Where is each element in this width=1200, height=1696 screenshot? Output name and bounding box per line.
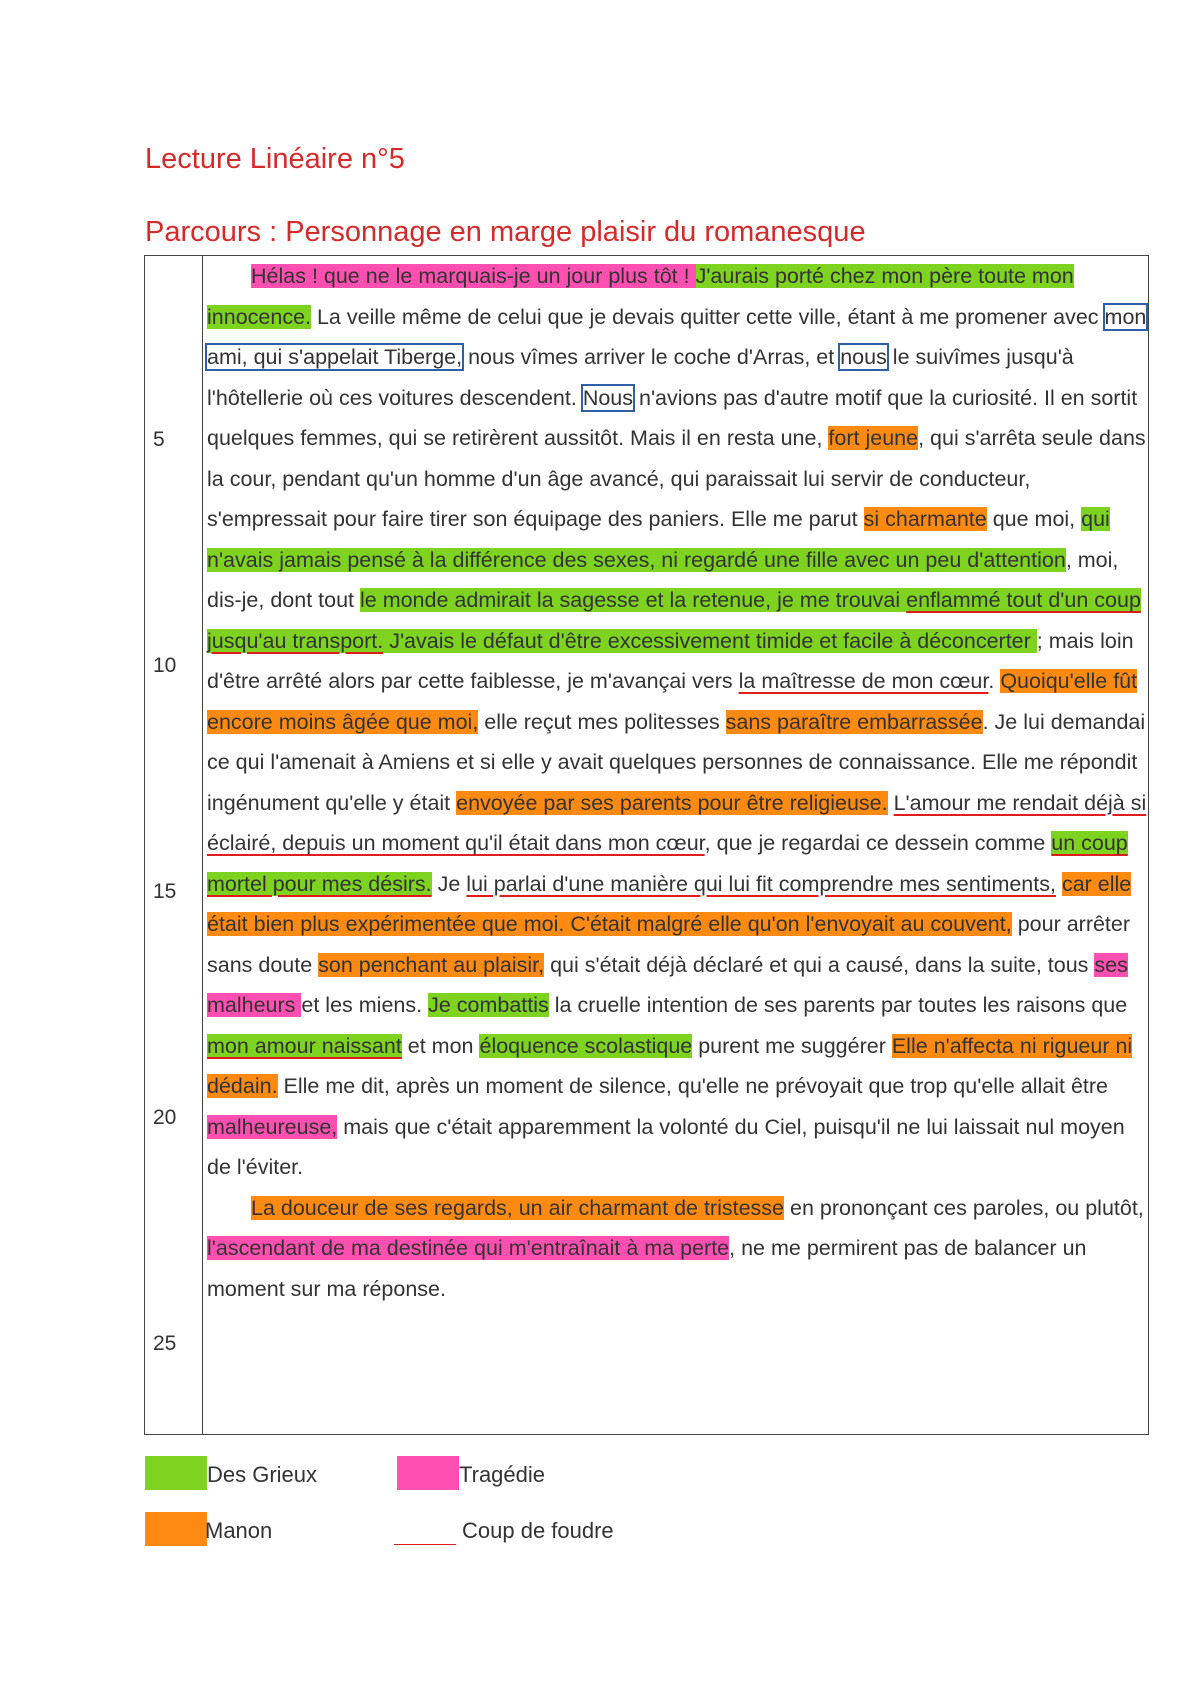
- text-segment: , ne me permirent pas de balancer un moment sur ma réponse.: [207, 1236, 1087, 1301]
- text-segment: pour arrêter sans doute: [207, 912, 1131, 977]
- text-segment: qui s'était déjà déclaré et qui a causé, dans la suite, tous: [544, 952, 1095, 977]
- underline-coup-de-foudre: la maîtresse de mon cœur: [738, 669, 989, 693]
- text-segment: et les miens.: [301, 993, 429, 1017]
- highlight-des-grieux: qui n'avais jamais pensé à la différence des sexes, ni regardé une fille avec un peu d'attention: [207, 507, 1110, 572]
- highlight-manon: La douceur de ses regards, un air charmant de tristesse: [251, 1195, 785, 1220]
- highlight-manon: sans paraître embarrassée: [725, 709, 983, 734]
- text-segment: elle reçut mes politesses: [478, 709, 726, 734]
- highlight-des-grieux-coup-de-foudre: mon amour naissant: [207, 1033, 402, 1058]
- text-frame: [144, 255, 1149, 1435]
- text-segment: Elle me dit, après un moment de silence, qu'elle ne prévoyait que trop qu'elle allait être: [277, 1074, 1109, 1098]
- legend-swatch-des-grieux: [145, 1456, 207, 1490]
- text-segment: et mon: [401, 1033, 480, 1058]
- legend-label-tragedie: Tragédie: [459, 1462, 546, 1487]
- underline-coup-de-foudre: L'amour me rendait déjà si éclairé, depuis un moment qu'il était dans mon cœur: [207, 790, 1147, 855]
- highlight-manon: fort jeune: [828, 426, 919, 450]
- line-number: 10: [153, 654, 177, 677]
- text-segment: ; mais loin d'être arrêté alors par cette faiblesse, je m'avançai vers: [207, 628, 1134, 693]
- text-segment: le suivîmes jusqu'à l'hôtellerie où ces voitures descendent.: [207, 345, 1074, 410]
- legend-label-manon: Manon: [205, 1518, 273, 1543]
- highlight-des-grieux: le monde admirait la sagesse et la retenue, je me trouvai: [359, 588, 907, 612]
- highlight-des-grieux: éloquence scolastique: [479, 1033, 693, 1058]
- highlight-manon: envoyée par ses parents pour être religieuse.: [456, 790, 888, 815]
- highlight-manon: Elle n'affecta ni rigueur ni dédain.: [207, 1033, 1133, 1098]
- text-segment: que moi,: [986, 507, 1082, 531]
- highlight-tragedie: l'ascendant de ma destinée qui m'entraînait à ma perte: [207, 1236, 730, 1260]
- text-segment: Je: [431, 871, 467, 896]
- excerpt-text: [207, 256, 1147, 1309]
- legend-line-coup-de-foudre: [394, 1544, 456, 1545]
- highlight-tragedie: Hélas ! que ne le marquais-je un jour plus tôt !: [251, 264, 696, 288]
- highlight-tragedie: malheureuse,: [207, 1114, 338, 1139]
- boxed-nous: nous: [840, 345, 887, 369]
- highlight-des-grieux: J'avais le défaut d'être excessivement timide et facile à déconcerter: [383, 628, 1037, 653]
- underline-coup-de-foudre: lui parlai d'une manière qui lui fit comprendre mes sentiments,: [466, 871, 1056, 896]
- highlight-manon: si charmante: [863, 507, 987, 531]
- text-segment: , que je regardai ce dessein comme: [704, 831, 1052, 855]
- legend-swatch-manon: [145, 1512, 207, 1546]
- highlight-des-grieux: J'aurais porté chez mon père toute mon innocence.: [207, 264, 1074, 329]
- line-number: 25: [153, 1332, 177, 1355]
- text-segment: , qui s'arrêta seule dans la cour, pendant qu'un homme d'un âge avancé, qui paraissait lui servir de conducteur, s'empressait pour faire tirer son équipage des paniers. Elle me parut: [207, 426, 1146, 531]
- text-segment: , moi, dis-je, dont tout: [207, 547, 1119, 612]
- text-segment: la cruelle intention de ses parents par toutes les raisons que: [548, 993, 1128, 1017]
- highlight-manon: car elle était bien plus expérimentée que moi. C'était malgré elle qu'on l'envoyait au couvent,: [207, 871, 1132, 936]
- highlight-manon: Quoiqu'elle fût encore moins âgée que moi,: [207, 669, 1138, 734]
- line-number-divider: [202, 256, 203, 1434]
- page-title: Lecture Linéaire n°5: [145, 143, 405, 175]
- highlight-tragedie: ses malheurs: [207, 952, 1128, 1017]
- line-number: 5: [153, 428, 165, 451]
- parcours-heading: Parcours : Personnage en marge plaisir du romanesque: [145, 216, 866, 248]
- line-number: 20: [153, 1106, 177, 1129]
- highlight-des-grieux: Je combattis: [428, 993, 549, 1017]
- text-segment: mais que c'était apparemment la volonté du Ciel, puisqu'il ne lui laissait nul moyen de l'éviter.: [207, 1114, 1125, 1179]
- text-segment: n'avions pas d'autre motif que la curiosité. Il en sortit quelques femmes, qui se retirèrent aussitôt. Mais il en resta une,: [207, 385, 1138, 450]
- legend-label-coup-de-foudre: Coup de foudre: [462, 1518, 614, 1543]
- highlight-des-grieux-coup-de-foudre: un coup mortel pour mes désirs.: [207, 831, 1128, 896]
- boxed-tiberge: mon ami, qui s'appelait Tiberge,: [207, 304, 1147, 369]
- line-number: 15: [153, 880, 177, 903]
- boxed-nous: Nous: [582, 385, 634, 410]
- legend-swatch-tragedie: [397, 1456, 459, 1490]
- highlight-des-grieux-coup-de-foudre: enflammé tout d'un coup jusqu'au transport.: [207, 588, 1141, 653]
- legend-label-des-grieux: Des Grieux: [207, 1462, 318, 1487]
- text-segment: nous vîmes arriver le coche d'Arras, et: [462, 345, 841, 369]
- highlight-manon: son penchant au plaisir,: [318, 952, 545, 977]
- text-segment: en prononçant ces paroles, ou plutôt,: [784, 1195, 1144, 1220]
- text-segment: purent me suggérer: [692, 1033, 892, 1058]
- text-segment: . Je lui demandai ce qui l'amenait à Amiens et si elle y avait quelques personnes de connaissance. Elle me répondit ingénument qu'elle y était: [207, 709, 1146, 815]
- text-segment: La veille même de celui que je devais quitter cette ville, étant à me promener avec: [311, 304, 1105, 329]
- text-segment: .: [988, 669, 1001, 693]
